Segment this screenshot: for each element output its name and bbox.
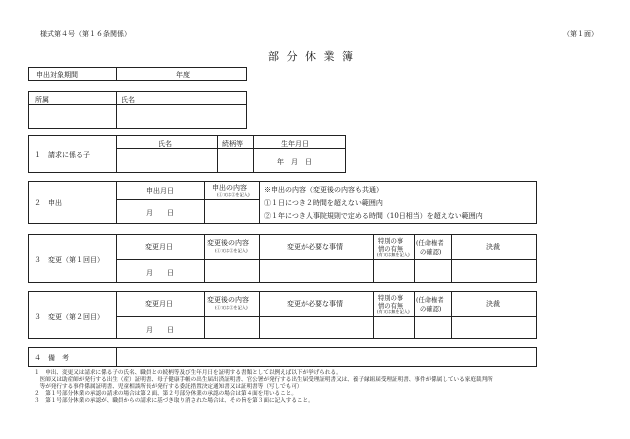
period-suffix: 年度 (176, 71, 190, 79)
apply-content-col: 申出の内容 (212, 184, 247, 192)
change1-decision-col: 決裁 (486, 243, 500, 251)
change1-special-1: 特別の事 (378, 238, 404, 245)
option-1: ①１日につき２時間を超えない範囲内 (264, 199, 383, 207)
change2-special-2: 情の有無 (378, 303, 404, 310)
change2-reason-col: 変更が必要な事情 (287, 300, 343, 308)
apply-content-note: (①又は②を記入) (217, 192, 250, 197)
section1-label: １ 請求に係る子 (34, 151, 90, 159)
change1-reason-col: 変更が必要な事情 (287, 243, 343, 251)
page-label: （第１面） (563, 30, 598, 38)
change1-special-note: (有又は無を記入) (377, 252, 410, 257)
change1-date-col: 変更月日 (145, 243, 173, 251)
change2-box (28, 291, 537, 339)
period-label: 申出対象期間 (36, 71, 78, 79)
change1-appointer-2: の確認) (420, 249, 442, 256)
change2-content-note: (①又は②を記入) (215, 305, 248, 310)
name-label: 氏名 (121, 96, 135, 104)
form-number: 様式第４号（第１６条関係） (40, 30, 131, 38)
dept-label: 所属 (35, 96, 49, 104)
section4-box (28, 347, 537, 367)
section2-label: ２ 申出 (34, 199, 62, 207)
change2-content-col: 変更後の内容 (207, 296, 249, 304)
section4-label: ４ 備 考 (34, 354, 69, 362)
change2-appointer-2: の確認) (420, 306, 442, 313)
note-4: ２ 第１号部分休業の承認の請求の場合は第２面、第２号部分休業の承認の場合は第４面を用いること。 (34, 391, 297, 397)
change1-content-note: (①又は②を記入) (215, 248, 248, 253)
page-title: 部 分 休 業 簿 (268, 50, 355, 63)
change1-date-placeholder: 月 日 (146, 269, 174, 277)
change1-label: ３ 変更（第１回目） (34, 256, 104, 264)
notes (34, 370, 493, 405)
option-2: ②１年につき人事院規則で定める時間（10日相当）を超えない範囲内 (264, 212, 483, 220)
relation-col: 続柄等 (222, 140, 243, 148)
child-name-col: 氏名 (158, 140, 172, 148)
change1-content-col: 変更後の内容 (207, 239, 249, 247)
change2-date-col: 変更月日 (145, 300, 173, 308)
change2-appointer-1: (任命権者 (416, 297, 444, 304)
note-3: 等が発行する事件係属証明書、児童相談所長が発行する委託措置決定通知書又は証明書等（写しでも可） (34, 384, 303, 390)
change2-decision-col: 決裁 (486, 300, 500, 308)
change2-label: ３ 変更（第２回目） (34, 313, 104, 321)
change2-date-placeholder: 月 日 (146, 326, 174, 334)
change1-appointer-1: (任命権者 (416, 240, 444, 247)
note-5: ３ 第１号部分休業の承認が、職員からの請求に基づき取り消された場合は、その旨を第３面に記入すること。 (34, 398, 314, 404)
apply-date-col: 申出月日 (146, 187, 174, 195)
affiliation-box (28, 91, 247, 129)
change2-special-1: 特別の事 (378, 295, 404, 302)
change2-special-note: (有又は無を記入) (377, 309, 410, 314)
apply-date-placeholder: 月 日 (146, 209, 174, 217)
birth-placeholder: 年 月 日 (277, 158, 312, 166)
birth-col: 生年月日 (281, 140, 309, 148)
note-2: 医師又は助産師が発行する出生（産）証明書、母子健康手帳の出生届出済証明書、官公署が発行する出生届受理証明書又は、養子縁組届受理証明書、事件が係属している家庭裁判所 (34, 377, 493, 383)
change1-special-2: 情の有無 (378, 246, 404, 253)
option-header: ※申出の内容（変更後の内容も共通） (264, 186, 383, 194)
note-1: １ 申出、変更又は請求に係る子の氏名、職員との続柄等及び生年月日を証明する書類として以例えば以下が挙げられる。 (34, 370, 342, 376)
